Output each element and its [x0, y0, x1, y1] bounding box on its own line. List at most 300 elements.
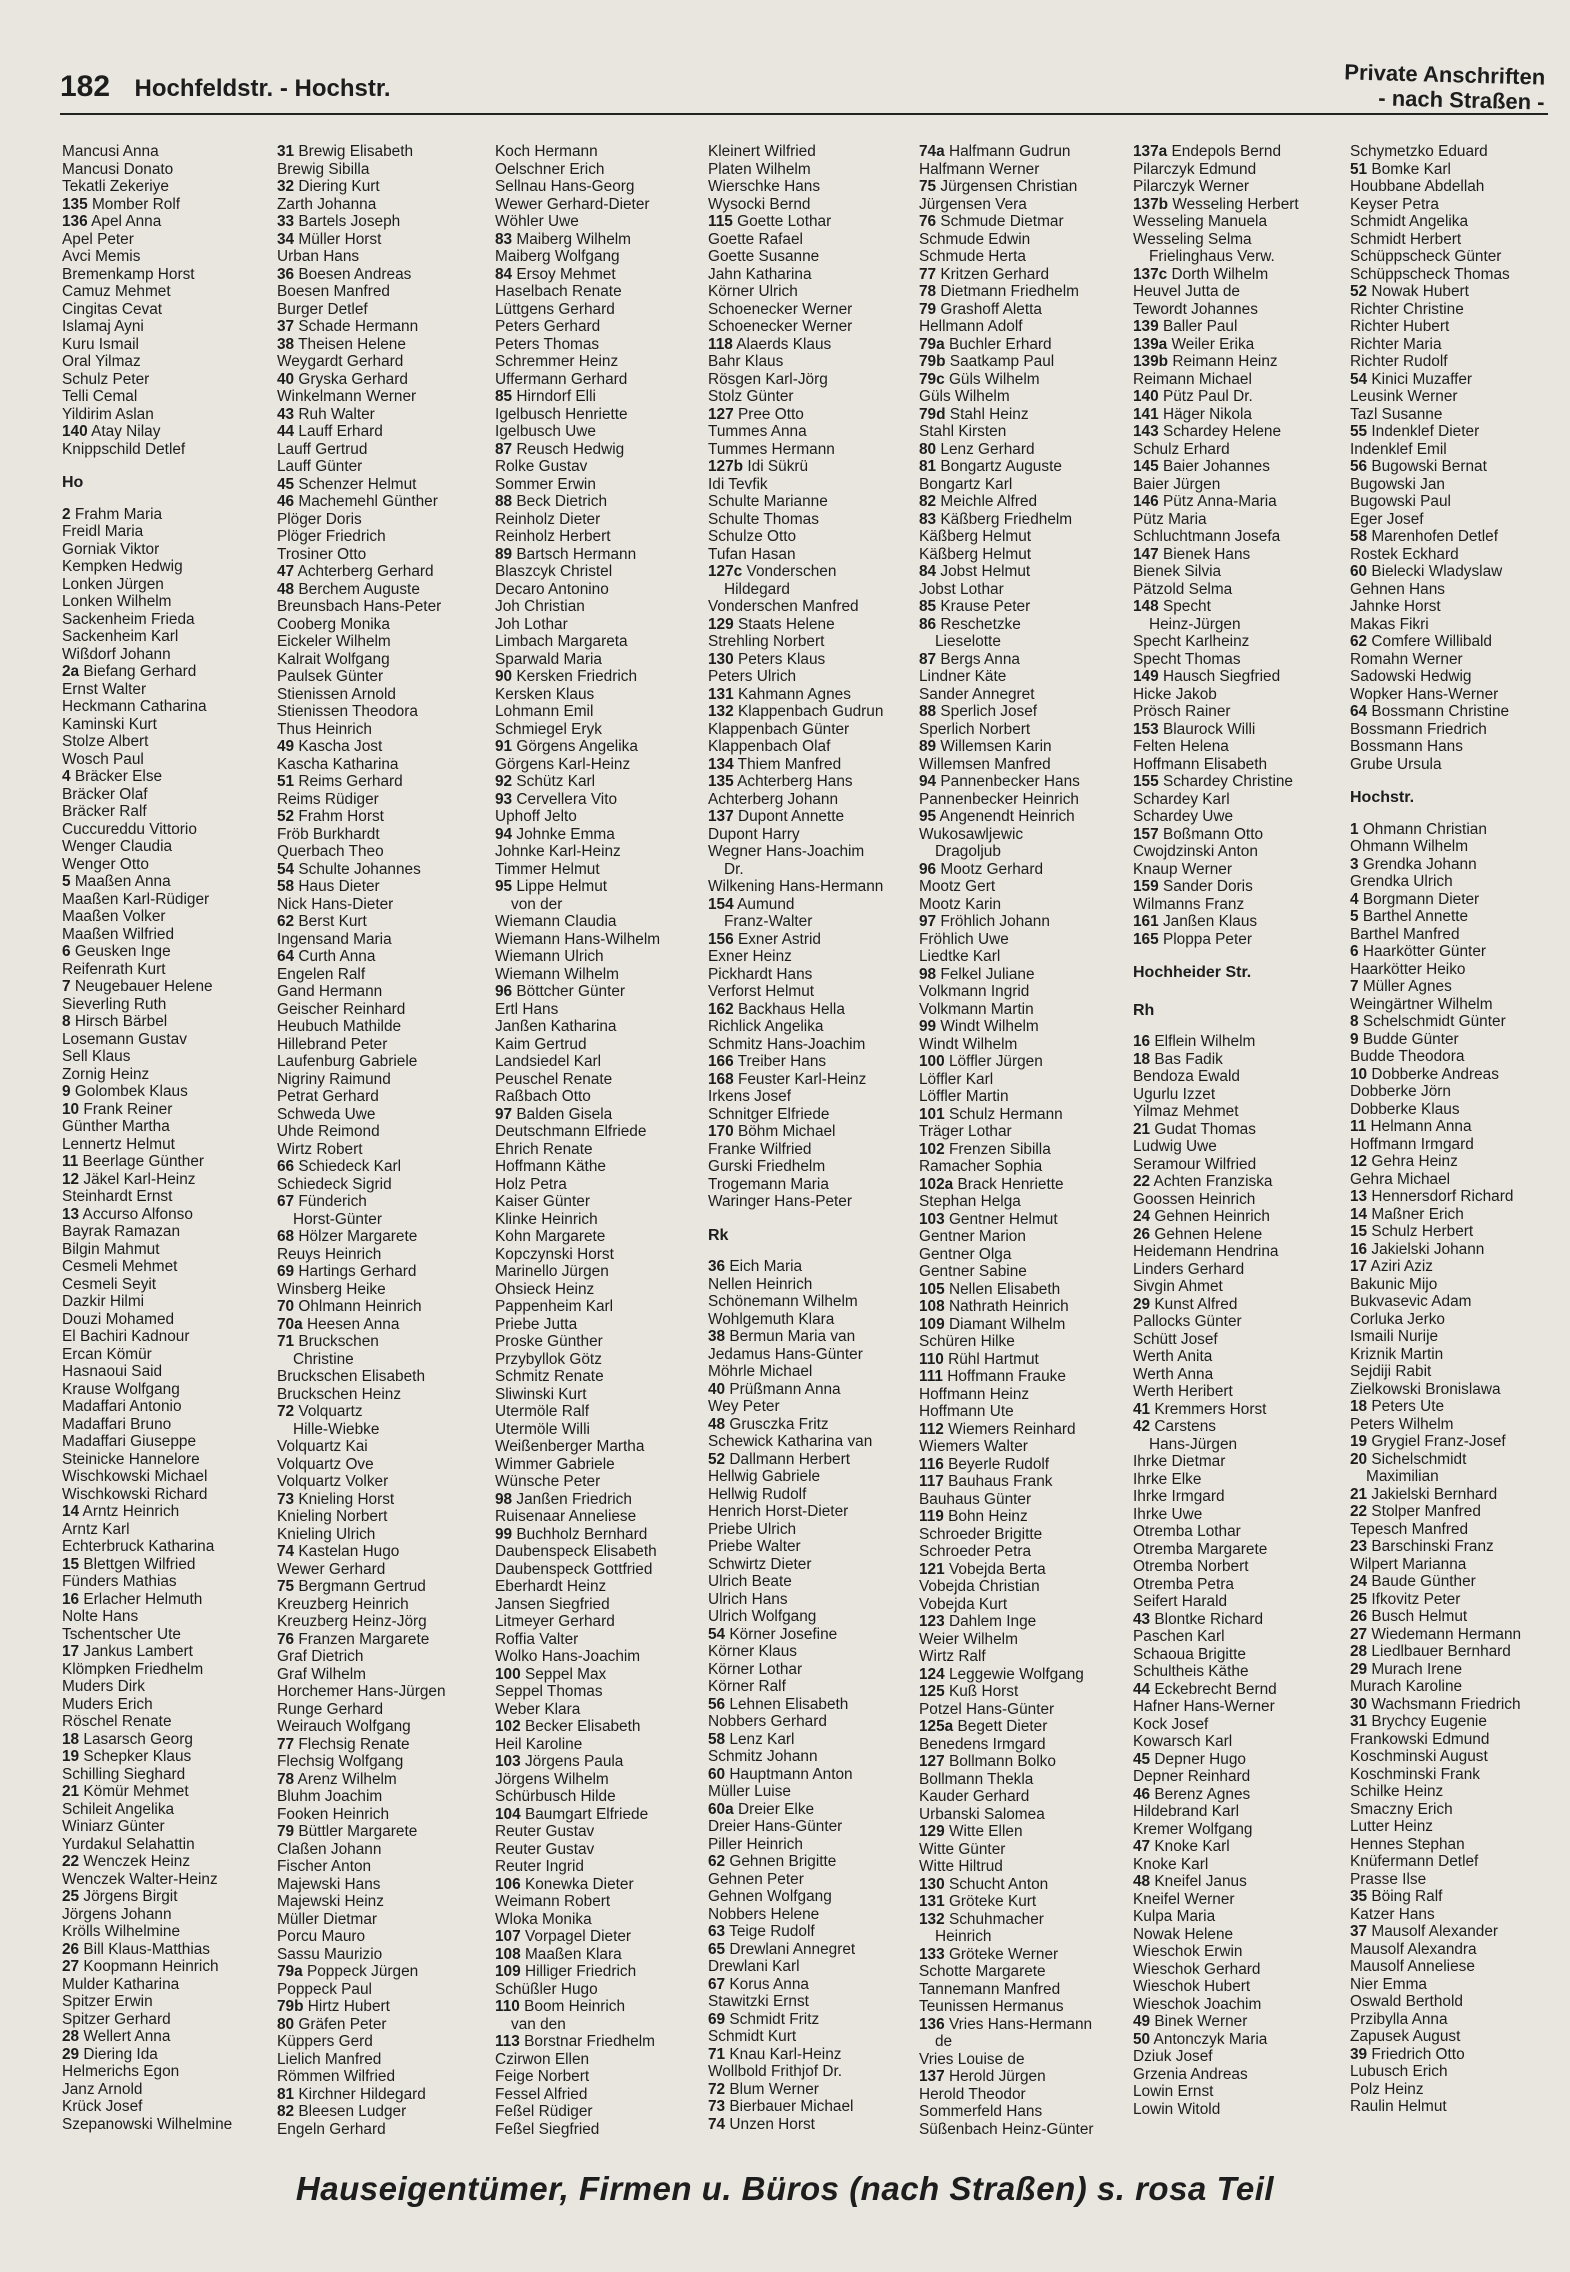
- listing-entry: Goette Susanne: [708, 248, 820, 265]
- listing-entry: 81 Bongartz Auguste: [919, 458, 1062, 475]
- listing-entry: Tummes Hermann: [708, 440, 835, 458]
- listing-entry: Winiarz Günter: [62, 1818, 165, 1835]
- house-number: 76: [919, 213, 937, 230]
- listing-entry: Joh Lothar: [495, 615, 568, 633]
- house-number: 52: [277, 808, 295, 825]
- listing-entry: 100 Löffler Jürgen: [919, 1053, 1043, 1070]
- listing-entry: Reinholz Herbert: [495, 528, 611, 545]
- listing-entry: 110 Rühl Hartmut: [919, 1350, 1039, 1368]
- listing-entry: Wesseling Selma: [1133, 230, 1252, 248]
- directory-column-3: [495, 143, 713, 2158]
- listing-entry: Plöger Friedrich: [277, 528, 386, 545]
- listing-entry: 16 Erlacher Helmuth: [62, 1590, 203, 1608]
- listing-entry: Volquartz Kai: [277, 1438, 368, 1455]
- listing-entry: Nellen Heinrich: [708, 1275, 813, 1293]
- listing-continuation: Christine: [293, 1350, 354, 1368]
- listing-entry: Träger Lothar: [919, 1123, 1012, 1140]
- listing-entry: 105 Nellen Elisabeth: [919, 1280, 1061, 1298]
- house-number: 100: [495, 1665, 521, 1683]
- listing-entry: Urbanski Salomea: [919, 1805, 1045, 1823]
- listing-entry: 4 Borgmann Dieter: [1350, 890, 1480, 908]
- house-number: 127b: [708, 458, 744, 475]
- house-number: 137: [708, 808, 734, 825]
- listing-entry: Kaiser Günter: [495, 1193, 590, 1210]
- house-number: 136: [62, 213, 88, 230]
- house-number: 4: [62, 768, 71, 785]
- listing-entry: Körner Ralf: [708, 1678, 786, 1695]
- listing-entry: Schmude Edwin: [919, 230, 1031, 248]
- house-number: 11: [1350, 1118, 1367, 1135]
- listing-entry: 79d Stahl Heinz: [919, 405, 1029, 423]
- listing-entry: Otremba Lothar: [1133, 1523, 1241, 1540]
- house-number: 47: [1133, 1838, 1151, 1855]
- listing-entry: 75 Bergmann Gertrud: [277, 1578, 426, 1595]
- listing-entry: Steinhardt Ernst: [62, 1188, 173, 1205]
- listing-entry: Schewick Katharina van: [708, 1433, 873, 1450]
- house-number: 19: [62, 1748, 80, 1765]
- listing-entry: 52 Dallmann Herbert: [708, 1450, 851, 1468]
- listing-entry: Wesseling Manuela: [1133, 213, 1268, 230]
- listing-entry: Schmiegel Eryk: [495, 720, 602, 738]
- listing-entry: Wenczek Walter-Heinz: [62, 1870, 218, 1888]
- listing-entry: Landsiedel Karl: [495, 1053, 602, 1070]
- house-number: 124: [919, 1665, 945, 1683]
- house-number: 65: [708, 1940, 726, 1958]
- listing-entry: 58 Lenz Karl: [708, 1730, 795, 1748]
- listing-entry: Gurski Friedhelm: [708, 1158, 826, 1175]
- house-number: 106: [495, 1875, 521, 1893]
- house-number: 77: [277, 1735, 295, 1753]
- house-number: 6: [1350, 943, 1359, 960]
- listing-entry: Stolz Günter: [708, 388, 794, 405]
- house-number: 16: [1133, 1033, 1151, 1050]
- house-number: 54: [277, 860, 295, 878]
- house-number: 83: [495, 230, 513, 248]
- listing-entry: Cesmeli Seyit: [62, 1275, 157, 1293]
- house-number: 27: [62, 1958, 80, 1975]
- listing-entry: Cingitas Cevat: [62, 300, 163, 318]
- listing-entry: 28 Liedlbauer Bernhard: [1350, 1643, 1511, 1660]
- listing-entry: 95 Lippe Helmut: [495, 878, 608, 895]
- listing-entry: 77 Flechsig Renate: [277, 1735, 410, 1753]
- listing-entry: Schmitz Johann: [708, 1748, 818, 1765]
- house-number: 17: [62, 1643, 80, 1660]
- listing-entry: Ramacher Sophia: [919, 1158, 1043, 1175]
- listing-entry: 136 Vries Hans-Hermann: [919, 2015, 1093, 2033]
- listing-entry: 18 Bas Fadik: [1133, 1050, 1223, 1068]
- house-number: 42: [1133, 1418, 1151, 1435]
- listing-entry: Decaro Antonino: [495, 580, 609, 598]
- listing-entry: Werth Anna: [1133, 1365, 1214, 1383]
- house-number: 7: [62, 978, 71, 995]
- listing-entry: Dobberke Klaus: [1350, 1100, 1460, 1118]
- listing-entry: 135 Momber Rolf: [62, 195, 181, 213]
- house-number: 73: [277, 1490, 295, 1508]
- listing-entry: 149 Hausch Siegfried: [1133, 668, 1281, 685]
- listing-entry: Yurdakul Selahattin: [62, 1835, 195, 1853]
- house-number: 39: [1350, 2045, 1368, 2063]
- house-number: 18: [1133, 1050, 1151, 1068]
- house-number: 118: [708, 335, 733, 353]
- listing-entry: 34 Müller Horst: [277, 230, 382, 248]
- listing-entry: Maaßen Karl-Rüdiger: [62, 890, 210, 908]
- house-number: 170: [708, 1123, 734, 1140]
- listing-entry: Wysocki Bernd: [708, 195, 811, 213]
- listing-entry: 112 Wiemers Reinhard: [919, 1420, 1076, 1438]
- listing-entry: Peters Gerhard: [495, 318, 601, 335]
- listing-entry: 67 Korus Anna: [708, 1975, 809, 1993]
- house-number: 54: [708, 1625, 726, 1643]
- listing-entry: Kneifel Werner: [1133, 1890, 1235, 1908]
- listing-entry: Hoffmann Heinz: [919, 1385, 1030, 1403]
- listing-entry: Schwirtz Dieter: [708, 1555, 812, 1573]
- listing-entry: Laufenburg Gabriele: [277, 1053, 418, 1070]
- listing-entry: 13 Hennersdorf Richard: [1350, 1188, 1514, 1205]
- listing-entry: Hildebrand Karl: [1133, 1803, 1240, 1820]
- listing-continuation: Hille-Wiebke: [293, 1420, 380, 1438]
- house-number: 51: [277, 773, 295, 790]
- listing-entry: Lielich Manfred: [277, 2050, 382, 2068]
- listing-entry: Bollmann Thekla: [919, 1770, 1034, 1788]
- listing-entry: 70a Heesen Anna: [277, 1315, 400, 1333]
- listing-entry: 131 Kahmann Agnes: [708, 685, 851, 703]
- listing-entry: 103 Jörgens Paula: [495, 1753, 624, 1770]
- house-number: 127c: [708, 563, 743, 580]
- listing-entry: Mootz Gert: [919, 878, 996, 895]
- house-number: 149: [1133, 668, 1159, 685]
- listing-entry: Fröhlich Uwe: [919, 930, 1009, 948]
- house-number: 104: [495, 1805, 521, 1823]
- listing-entry: 132 Klappenbach Gudrun: [708, 703, 884, 720]
- listing-entry: Rolke Gustav: [495, 458, 588, 475]
- listing-entry: Verforst Helmut: [708, 983, 815, 1000]
- listing-entry: Hoffmann Elisabeth: [1133, 755, 1268, 773]
- listing-entry: Kaim Gertrud: [495, 1035, 587, 1053]
- listing-entry: Oelschner Erich: [495, 160, 605, 178]
- listing-entry: Prösch Rainer: [1133, 703, 1231, 720]
- listing-entry: Sivgin Ahmet: [1133, 1278, 1223, 1295]
- listing-entry: 22 Stolper Manfred: [1350, 1503, 1481, 1520]
- house-number: 25: [62, 1888, 80, 1905]
- house-number: 147: [1133, 545, 1159, 563]
- listing-entry: Kreuzberg Heinrich: [277, 1595, 409, 1613]
- listing-entry: 43 Blontke Richard: [1133, 1610, 1264, 1628]
- listing-entry: Lutter Heinz: [1350, 1818, 1433, 1835]
- listing-entry: Schilling Sieghard: [62, 1765, 186, 1783]
- listing-entry: 60a Dreier Elke: [708, 1800, 815, 1818]
- listing-entry: Frankowski Edmund: [1350, 1730, 1490, 1748]
- listing-entry: Runge Gerhard: [277, 1700, 384, 1718]
- house-number: 44: [277, 423, 295, 440]
- listing-entry: Plöger Doris: [277, 510, 362, 528]
- house-number: 16: [1350, 1240, 1368, 1258]
- listing-entry: Weingärtner Wilhelm: [1350, 995, 1493, 1013]
- listing-entry: Bugowski Jan: [1350, 475, 1445, 493]
- listing-entry: Sander Annegret: [919, 685, 1035, 703]
- listing-entry: Knoke Karl: [1133, 1855, 1209, 1873]
- listing-entry: Tummes Anna: [708, 423, 807, 440]
- listing-entry: Mulder Katharina: [62, 1975, 180, 1993]
- listing-entry: Kowarsch Karl: [1133, 1733, 1233, 1750]
- house-number: 25: [1350, 1590, 1368, 1608]
- listing-entry: Potzel Hans-Günter: [919, 1700, 1055, 1718]
- listing-entry: Przybyllok Götz: [495, 1350, 602, 1368]
- house-number: 58: [708, 1730, 726, 1748]
- house-number: 10: [1350, 1065, 1368, 1083]
- listing-entry: Klömpken Friedhelm: [62, 1660, 204, 1678]
- listing-entry: 103 Gentner Helmut: [919, 1210, 1058, 1228]
- house-number: 140: [1133, 388, 1159, 405]
- listing-entry: Grube Ursula: [1350, 755, 1442, 773]
- house-number: 96: [919, 860, 937, 878]
- house-number: 79b: [277, 1998, 304, 2015]
- listing-entry: 82 Bleesen Ludger: [277, 2103, 407, 2120]
- house-number: 87: [919, 650, 937, 668]
- listing-entry: Schweda Uwe: [277, 1105, 376, 1123]
- listing-entry: 58 Marenhofen Detlef: [1350, 528, 1499, 545]
- listing-entry: 62 Gehnen Brigitte: [708, 1853, 837, 1870]
- listing-entry: Knieling Norbert: [277, 1508, 388, 1525]
- house-number: 99: [919, 1018, 937, 1035]
- listing-entry: Bräcker Olaf: [62, 785, 148, 803]
- listing-entry: Sparwald Maria: [495, 650, 602, 668]
- house-number: 103: [919, 1210, 945, 1228]
- listing-entry: 88 Beck Dietrich: [495, 493, 608, 510]
- house-number: 36: [277, 265, 295, 283]
- directory-column-1: [62, 143, 280, 2158]
- listing-entry: Ernst Walter: [62, 680, 147, 698]
- listing-entry: Polz Heinz: [1350, 2080, 1424, 2098]
- house-number: 92: [495, 773, 513, 790]
- listing-entry: 45 Depner Hugo: [1133, 1750, 1246, 1768]
- listing-entry: Zielkowski Bronislawa: [1350, 1380, 1501, 1398]
- house-number: 153: [1133, 720, 1159, 738]
- listing-entry: Vries Louise de: [919, 2050, 1025, 2068]
- listing-entry: 47 Knoke Karl: [1133, 1838, 1230, 1855]
- listing-entry: Czirwon Ellen: [495, 2050, 590, 2068]
- listing-entry: Haarkötter Heiko: [1350, 960, 1466, 978]
- house-number: 134: [708, 755, 734, 773]
- listing-entry: 52 Nowak Hubert: [1350, 283, 1469, 300]
- house-number: 7: [1350, 978, 1359, 995]
- footer-note: Hauseigentümer, Firmen u. Büros (nach Straßen) s. rosa Teil: [295, 2170, 1275, 2207]
- section-label-line2: - nach Straßen -: [1378, 85, 1545, 115]
- listing-entry: Przibylla Anna: [1350, 2010, 1448, 2028]
- spacer: [62, 496, 280, 506]
- listing-entry: 127b Idi Sükrü: [708, 458, 809, 475]
- house-number: 49: [1133, 2013, 1151, 2030]
- listing-entry: Roffia Valter: [495, 1630, 579, 1648]
- listing-entry: Schoenecker Werner: [708, 318, 853, 335]
- listing-entry: Werth Heribert: [1133, 1383, 1233, 1400]
- house-number: 30: [1350, 1695, 1368, 1713]
- listing-entry: Ludwig Uwe: [1133, 1138, 1217, 1155]
- listing-entry: Losemann Gustav: [62, 1030, 187, 1048]
- listing-entry: Porcu Mauro: [277, 1928, 366, 1945]
- listing-entry: Gehnen Peter: [708, 1870, 804, 1888]
- listing-entry: 49 Kascha Jost: [277, 738, 383, 755]
- listing-entry: Seramour Wilfried: [1133, 1155, 1257, 1173]
- listing-entry: 8 Schelschmidt Günter: [1350, 1013, 1506, 1030]
- listing-entry: Wischkowski Michael: [62, 1468, 208, 1485]
- house-number: 3: [1350, 855, 1359, 873]
- listing-entry: 123 Dahlem Inge: [919, 1613, 1037, 1630]
- house-number: 148: [1133, 598, 1159, 615]
- listing-entry: 6 Haarkötter Günter: [1350, 943, 1487, 960]
- listing-entry: Paulsek Günter: [277, 668, 384, 685]
- listing-entry: Klinke Heinrich: [495, 1210, 598, 1228]
- listing-entry: Krölls Wilhelmine: [62, 1923, 181, 1940]
- listing-entry: Bruckschen Heinz: [277, 1385, 402, 1403]
- listing-entry: Kremer Wolfgang: [1133, 1820, 1253, 1838]
- house-number: 137: [919, 2068, 945, 2085]
- listing-entry: Lüttgens Gerhard: [495, 300, 615, 318]
- house-number: 23: [1350, 1538, 1368, 1555]
- listing-entry: Henrich Horst-Dieter: [708, 1503, 849, 1520]
- listing-entry: 127c Vonderschen: [708, 563, 837, 580]
- listing-entry: Yilmaz Mehmet: [1133, 1103, 1239, 1120]
- house-number: 44: [1133, 1680, 1151, 1698]
- listing-entry: 134 Thiem Manfred: [708, 755, 842, 773]
- listing-entry: 12 Gehra Heinz: [1350, 1153, 1458, 1170]
- house-number: 74: [708, 2115, 726, 2133]
- listing-entry: Bilgin Mahmut: [62, 1240, 160, 1258]
- listing-entry: Gehnen Hans: [1350, 580, 1445, 598]
- listing-entry: Pilarczyk Werner: [1133, 178, 1250, 195]
- house-number: 9: [1350, 1030, 1359, 1048]
- listing-entry: 45 Schenzer Helmut: [277, 475, 417, 493]
- listing-entry: Kuru Ismail: [62, 335, 139, 353]
- listing-entry: 108 Nathrath Heinrich: [919, 1298, 1069, 1315]
- listing-entry: Mancusi Donato: [62, 160, 174, 178]
- listing-entry: Löffler Martin: [919, 1088, 1009, 1105]
- listing-entry: Ihrke Elke: [1133, 1470, 1202, 1488]
- listing-entry: Schönemann Wilhelm: [708, 1293, 858, 1310]
- listing-entry: Igelbusch Uwe: [495, 423, 596, 440]
- listing-entry: Haselbach Renate: [495, 283, 622, 300]
- listing-entry: Pickhardt Hans: [708, 965, 813, 983]
- house-number: 6: [62, 943, 71, 960]
- listing-entry: Felten Helena: [1133, 738, 1229, 755]
- listing-entry: 36 Eich Maria: [708, 1258, 803, 1275]
- house-number: 168: [708, 1070, 734, 1088]
- listing-entry: Schluchtmann Josefa: [1133, 528, 1281, 545]
- header-rule: [60, 113, 1548, 115]
- listing-entry: Baier Jürgen: [1133, 475, 1221, 493]
- listing-entry: Trosiner Otto: [277, 545, 367, 563]
- listing-entry: 15 Blettgen Wilfried: [62, 1555, 196, 1573]
- listing-entry: Wimmer Gabriele: [495, 1455, 615, 1473]
- listing-entry: Vonderschen Manfred: [708, 598, 859, 615]
- listing-entry: 25 Jörgens Birgit: [62, 1888, 178, 1905]
- listing-entry: 11 Beerlage Günther: [62, 1153, 205, 1170]
- listing-entry: Kulpa Maria: [1133, 1908, 1216, 1925]
- listing-entry: Jürgensen Vera: [919, 195, 1027, 213]
- listing-entry: 42 Carstens: [1133, 1418, 1216, 1435]
- house-number: 95: [919, 808, 937, 825]
- listing-entry: 107 Vorpagel Dieter: [495, 1928, 632, 1945]
- listing-entry: Kock Josef: [1133, 1715, 1209, 1733]
- listing-entry: Wukosawljewic: [919, 825, 1024, 843]
- house-number: 58: [1350, 528, 1368, 545]
- listing-entry: Dupont Harry: [708, 825, 800, 843]
- listing-entry: 87 Bergs Anna: [919, 650, 1020, 668]
- listing-entry: Schnitger Elfriede: [708, 1105, 830, 1123]
- listing-entry: Gehra Michael: [1350, 1170, 1451, 1188]
- listing-entry: Wieschok Erwin: [1133, 1943, 1243, 1960]
- listing-entry: Majewski Hans: [277, 1875, 381, 1893]
- listing-entry: Peters Ulrich: [708, 668, 797, 685]
- listing-entry: Helmerichs Egon: [62, 2063, 180, 2080]
- listing-entry: 2a Biefang Gerhard: [62, 663, 197, 680]
- listing-entry: Jörgens Wilhelm: [495, 1770, 609, 1788]
- listing-entry: 41 Kremmers Horst: [1133, 1400, 1267, 1418]
- listing-entry: Vobejda Kurt: [919, 1595, 1008, 1613]
- house-number: 58: [277, 878, 295, 895]
- listing-entry: 69 Schmidt Fritz: [708, 2010, 820, 2028]
- listing-entry: Seppel Thomas: [495, 1683, 603, 1700]
- listing-entry: 93 Cervellera Vito: [495, 790, 618, 808]
- listing-entry: Hillebrand Peter: [277, 1035, 388, 1053]
- listing-entry: Makas Fikri: [1350, 615, 1429, 633]
- listing-entry: Fröb Burkhardt: [277, 825, 380, 843]
- house-number: 131: [708, 685, 734, 703]
- listing-entry: 26 Bill Klaus-Matthias: [62, 1940, 210, 1958]
- listing-entry: Wosch Paul: [62, 750, 144, 768]
- house-number: 154: [708, 895, 734, 913]
- house-number: 70: [277, 1298, 295, 1315]
- listing-entry: Löffler Karl: [919, 1070, 994, 1088]
- house-number: 85: [495, 388, 513, 405]
- listing-entry: 74 Unzen Horst: [708, 2115, 815, 2133]
- listing-entry: Majewski Heinz: [277, 1893, 384, 1910]
- listing-entry: Poppeck Paul: [277, 1980, 372, 1998]
- listing-entry: Bremenkamp Horst: [62, 265, 195, 283]
- house-number: 86: [919, 615, 937, 633]
- house-number: 95: [495, 878, 513, 895]
- house-number: 135: [708, 773, 734, 790]
- listing-entry: Eickeler Wilhelm: [277, 633, 391, 650]
- listing-entry: Freidl Maria: [62, 523, 144, 540]
- house-number: 127: [708, 405, 734, 423]
- listing-entry: Uphoff Jelto: [495, 808, 577, 825]
- listing-entry: Prasse Ilse: [1350, 1870, 1427, 1888]
- listing-entry: 129 Witte Ellen: [919, 1823, 1023, 1840]
- listing-entry: Gand Hermann: [277, 983, 383, 1000]
- listing-entry: Islamaj Ayni: [62, 318, 144, 335]
- listing-entry: Schulze Otto: [708, 528, 797, 545]
- house-number: 98: [495, 1490, 513, 1508]
- listing-entry: 81 Kirchner Hildegard: [277, 2085, 426, 2103]
- listing-entry: Paschen Karl: [1133, 1628, 1225, 1645]
- listing-entry: Jedamus Hans-Günter: [708, 1345, 863, 1363]
- listing-entry: 132 Schuhmacher: [919, 1910, 1044, 1928]
- listing-entry: 79 Büttler Margarete: [277, 1823, 418, 1840]
- house-number: 139b: [1133, 353, 1169, 370]
- house-number: 108: [919, 1298, 945, 1315]
- listing-entry: Bukvasevic Adam: [1350, 1293, 1472, 1310]
- listing-entry: 17 Aziri Aziz: [1350, 1258, 1433, 1275]
- listing-entry: 40 Prüßmann Anna: [708, 1380, 841, 1398]
- listing-entry: Mancusi Anna: [62, 143, 159, 160]
- house-number: 76: [277, 1630, 295, 1648]
- listing-entry: Bossmann Hans: [1350, 738, 1463, 755]
- listing-entry: Zarth Johanna: [277, 195, 377, 213]
- house-number: 21: [1350, 1485, 1368, 1503]
- house-number: 38: [708, 1328, 726, 1345]
- listing-entry: Volkmann Ingrid: [919, 983, 1030, 1000]
- listing-entry: Richter Rudolf: [1350, 353, 1448, 370]
